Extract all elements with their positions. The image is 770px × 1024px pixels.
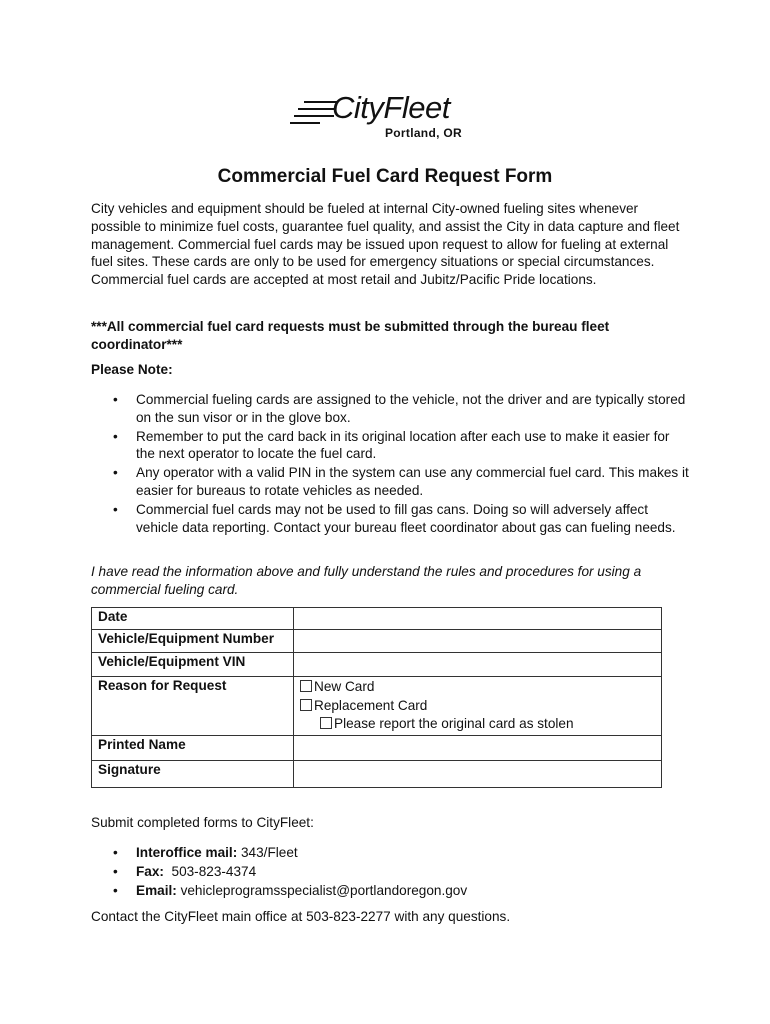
acknowledgement-text: I have read the information above and fully understand the rules and procedures for using a commercial fueling card.: [91, 564, 642, 597]
checkbox-icon[interactable]: [300, 680, 312, 692]
contact-item-mail: • Interoffice mail: 343/Fleet: [91, 844, 691, 862]
page-title: Commercial Fuel Card Request Form: [217, 166, 553, 187]
new-card-option[interactable]: New Card: [300, 678, 655, 697]
report-stolen-option[interactable]: Please report the original card as stolen: [300, 715, 655, 734]
intro-paragraph: City vehicles and equipment should be fueled at internal City-owned fueling sites whenever possible to minimize fuel costs, guarantee fuel quality, and assist the City in data capture and fleet management. Commercial fuel cards may be issued upon request to allow for fueling at external fuel sites. These cards are only to be used for emergency situations or special circumstances. Commercial fuel cards are accepted at most retail and Jubitz/Pacific Pride locations.: [91, 201, 680, 288]
note-item: • Any operator with a valid PIN in the system can use any commercial fuel card. This makes it easier for bureaus to rotate vehicles as needed.: [91, 464, 691, 500]
logo-wordmark: CityFleet: [332, 90, 450, 125]
signature-label: Signature: [92, 760, 294, 787]
vehicle-number-label: Vehicle/Equipment Number: [92, 630, 294, 653]
contact-item-fax: • Fax: 503-823-4374: [91, 863, 691, 881]
printed-name-label: Printed Name: [92, 735, 294, 760]
contact-item-email: • Email: vehicleprogramsspecialist@portlandoregon.gov: [91, 882, 691, 900]
reason-options: [294, 677, 662, 736]
replacement-card-option[interactable]: Replacement Card: [300, 697, 655, 716]
vehicle-number-field[interactable]: [294, 630, 662, 653]
submission-warning: ***All commercial fuel card requests must be submitted through the bureau fleet coordinator***: [91, 319, 610, 352]
note-item: • Commercial fuel cards may not be used to fill gas cans. Doing so will adversely affect vehicle data reporting. Contact your bureau fleet coordinator about gas can fueling needs.: [91, 501, 691, 537]
checkbox-icon[interactable]: [320, 717, 332, 729]
date-field[interactable]: [294, 608, 662, 630]
cityfleet-logo: [290, 92, 475, 142]
closing-text: Contact the CityFleet main office at 503-823-2277 with any questions.: [91, 909, 511, 924]
reason-label: Reason for Request: [92, 677, 294, 736]
printed-name-field[interactable]: [294, 735, 662, 760]
signature-field[interactable]: [294, 760, 662, 787]
notes-list: [91, 391, 691, 537]
note-item: • Remember to put the card back in its original location after each use to make it easier for the next operator to locate the fuel card.: [91, 428, 691, 464]
contact-list: [91, 844, 691, 900]
request-form-table: [91, 607, 662, 788]
note-item: • Commercial fueling cards are assigned to the vehicle, not the driver and are typically stored on the sun visor or in the glove box.: [91, 391, 691, 427]
logo-location: Portland, OR: [385, 126, 462, 140]
vehicle-vin-field[interactable]: [294, 653, 662, 677]
vehicle-vin-label: Vehicle/Equipment VIN: [92, 653, 294, 677]
note-heading: Please Note:: [91, 362, 173, 377]
date-label: Date: [92, 608, 294, 630]
submit-intro: Submit completed forms to CityFleet:: [91, 815, 314, 830]
checkbox-icon[interactable]: [300, 699, 312, 711]
